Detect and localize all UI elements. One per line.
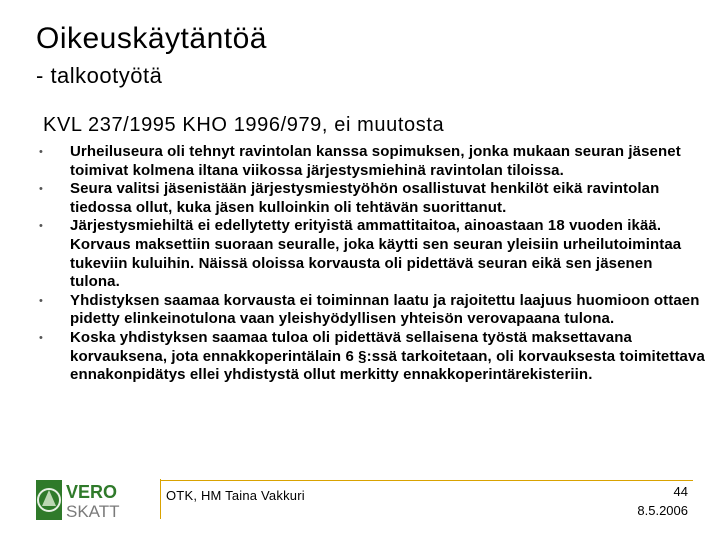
bullet-marker: • [39, 183, 43, 196]
footer-date: 8.5.2006 [637, 503, 688, 518]
bullet-text: Koska yhdistyksen saamaa tuloa oli pidettävä sellaisena työstä maksettavana korvauksena, jota ennakkoperintälain 6 §:ssä tarkoitetaan, oli korvauksesta toimitettava ennakonpidätys ellei yhdistystä ollut merkitty ennakkoperintärekisteriin. [70, 328, 705, 384]
page-number: 44 [673, 484, 688, 499]
slide-title: Oikeuskäytäntöä [36, 22, 267, 55]
bullet-marker: • [39, 294, 43, 307]
bullet-text: Seura valitsi jäsenistään järjestysmiestyöhön osallistuvat henkilöt eikä ravintolan tiedossa ollut, kuka jäsen kulloinkin oli tehtävän suorittanut. [70, 180, 660, 216]
bullet-text: Yhdistyksen saamaa korvausta ei toiminnan laatu ja rajoitettu laajuus huomioon ottaen pidetty elinkeinotulona vaan yleishyödyllisen yhteisön verovapaana tulona. [70, 291, 700, 328]
bullet-marker: • [39, 146, 43, 158]
bullet-item [40, 180, 705, 217]
bullet-item [40, 329, 705, 385]
bullet-text: Järjestysmiehiltä ei edellytetty erityistä ammattitaitoa, ainoastaan 18 vuoden ikää. Korvaus maksettiin suoraan seuralle, joka käytti sen seuran yleisiin urheilutoimintaa tukeviin kuluihin. Näissä oloissa korvausta oli pidettävä seuran eikä sen jäsenen tulona. [70, 217, 682, 291]
bullet-item [40, 217, 705, 291]
vero-skatt-logo [36, 480, 152, 520]
bullet-text: Urheiluseura oli tehnyt ravintolan kanssa sopimuksen, jonka mukaan seuran jäsenet toimivat kolmena iltana viikossa järjestysmiehinä ravintolan tiloissa. [70, 143, 681, 179]
logo-text-skatt: SKATT [66, 502, 120, 520]
bullet-list [40, 143, 705, 385]
bullet-marker: • [39, 331, 43, 344]
bullet-marker: • [39, 220, 43, 233]
footer-divider [160, 480, 693, 481]
footer-author: OTK, HM Taina Vakkuri [166, 488, 305, 503]
bullet-item [40, 143, 705, 180]
slide-subtitle: - talkootyötä [36, 63, 163, 88]
logo-text-vero: VERO [66, 482, 118, 502]
case-heading: KVL 237/1995 KHO 1996/979, ei muutosta [43, 114, 445, 136]
footer-divider-vertical [160, 479, 161, 519]
bullet-item [40, 292, 705, 329]
